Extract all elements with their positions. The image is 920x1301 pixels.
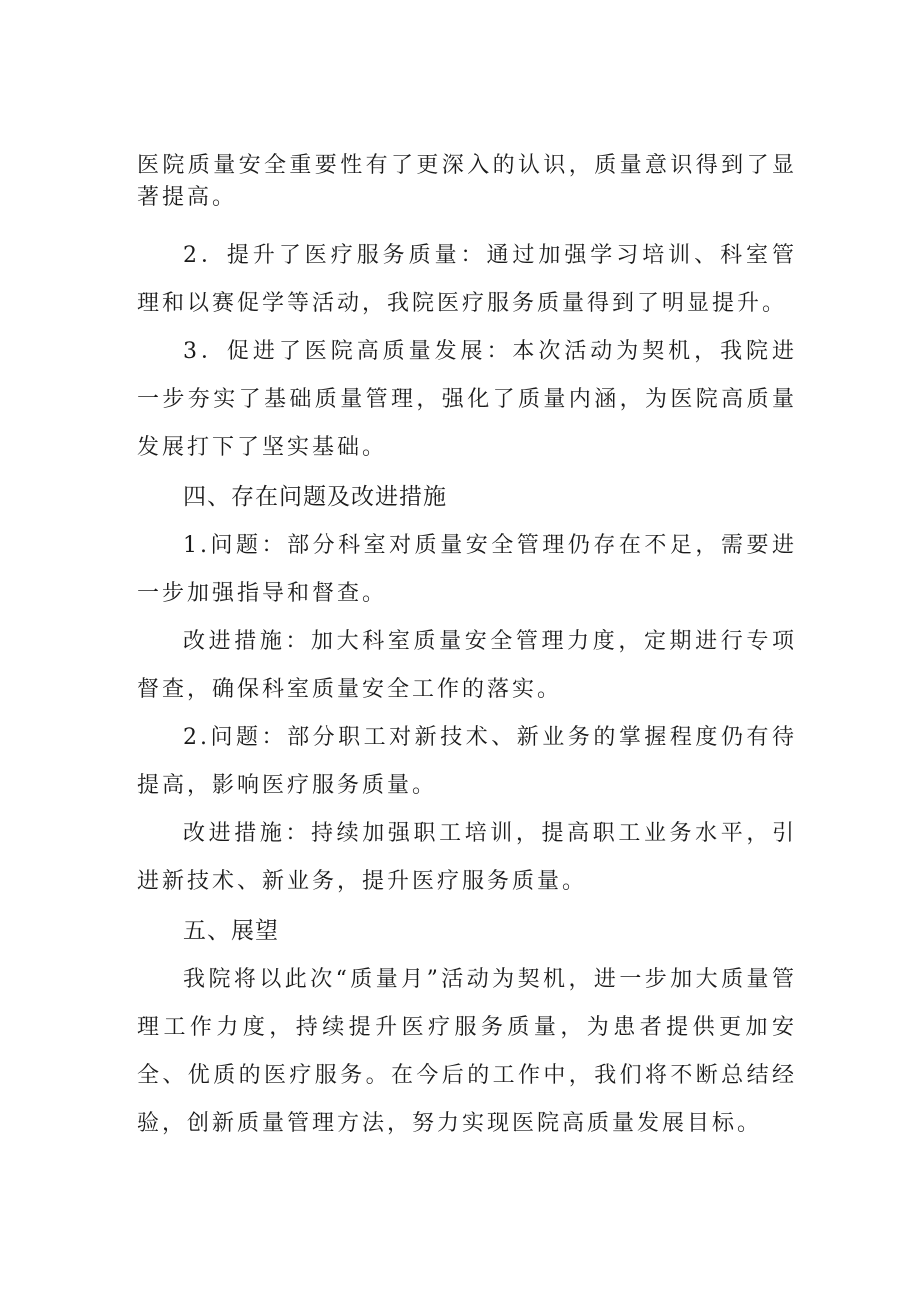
improvement-item-1: 改进措施：加大科室质量安全管理力度，定期进行专项督查，确保科室质量安全工作的落实。 [137,629,797,702]
problem-item-2: 2.问题：部分职工对新技术、新业务的掌握程度仍有待提高，影响医疗服务质量。 [137,725,797,798]
result-item-2: 2．提升了医疗服务质量：通过加强学习培训、科室管理和以赛促学等活动，我院医疗服务质量得到了明显提升。 [137,243,797,316]
section-heading-problems: 四、存在问题及改进措施 [183,484,447,510]
result-item-3: 3．促进了医院高质量发展：本次活动为契机，我院进一步夯实了基础质量管理，强化了质量内涵，为医院高质量发展打下了坚实基础。 [137,339,797,460]
section-heading-outlook: 五、展望 [183,918,279,944]
continued-paragraph: 医院质量安全重要性有了更深入的认识，质量意识得到了显著提高。 [137,153,797,210]
outlook-paragraph: 我院将以此次“质量月”活动为契机，进一步加大质量管理工作力度，持续提升医疗服务质量，为患者提供更加安全、优质的医疗服务。在今后的工作中，我们将不断总结经验，创新质量管理方法，努力实现医院高质量发展目标。 [137,967,797,1136]
problem-item-1: 1.问题：部分科室对质量安全管理仍存在不足，需要进一步加强指导和督查。 [137,533,797,606]
document-body [137,150,797,1148]
improvement-item-2: 改进措施：持续加强职工培训，提高职工业务水平，引进新技术、新业务，提升医疗服务质量。 [137,821,797,894]
